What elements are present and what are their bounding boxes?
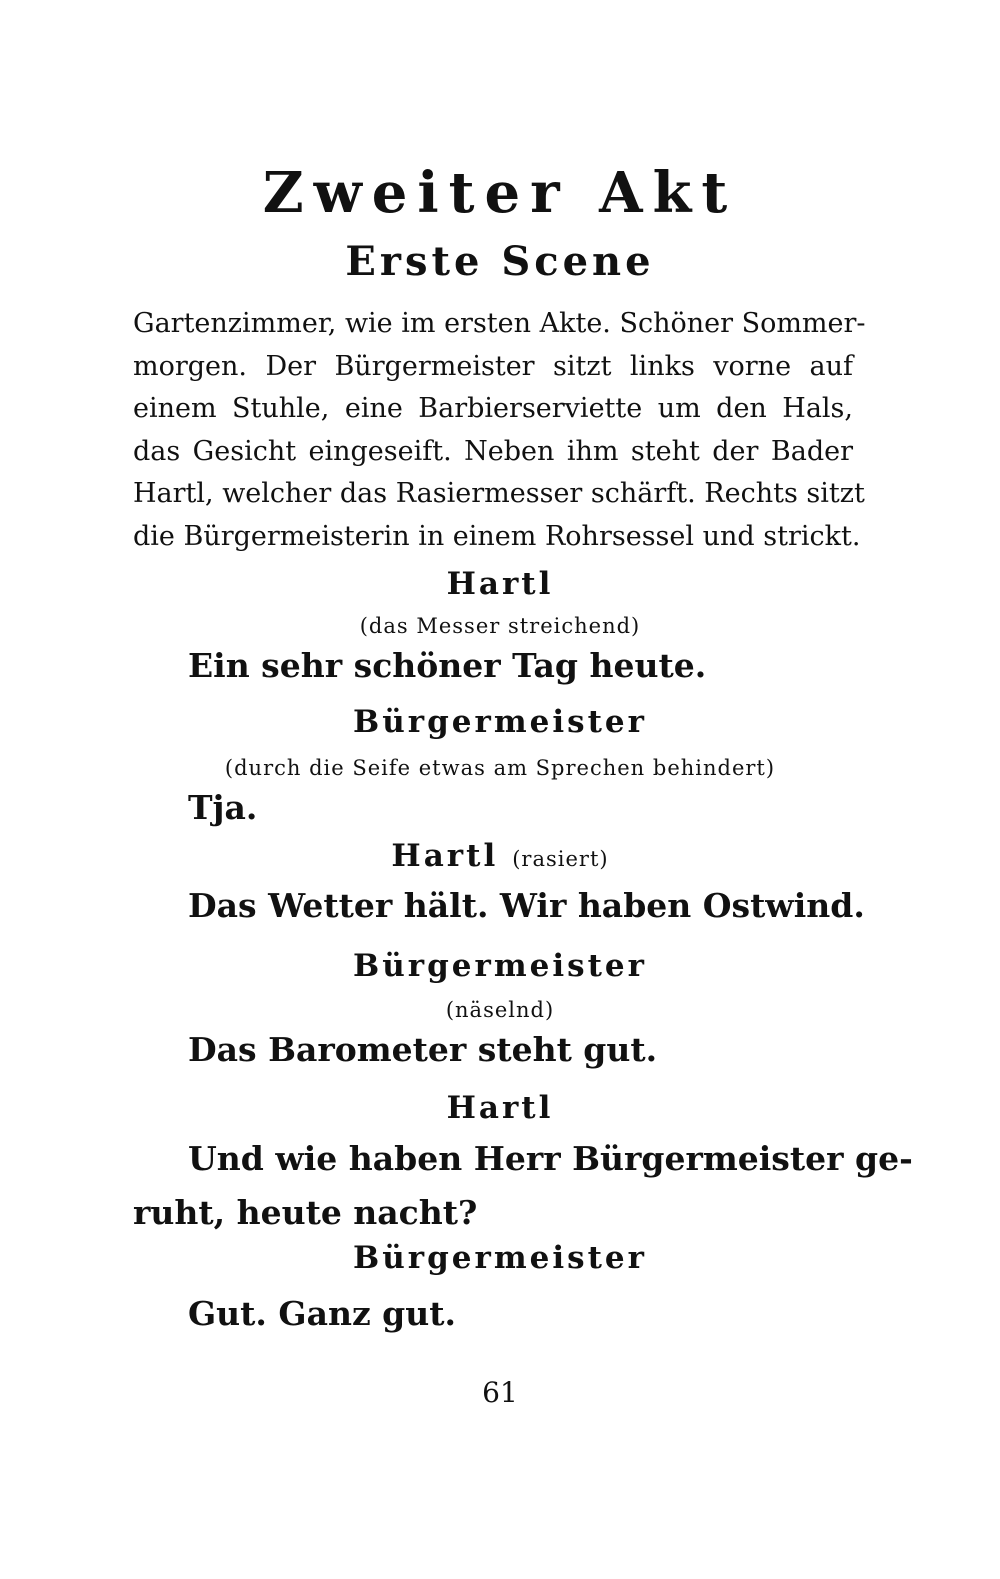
stage-direction-inline: (durch die Seife etwas am Sprechen behindert)	[224, 756, 776, 780]
speech-line: Ein sehr schöner Tag heute.	[188, 646, 707, 685]
speech-line: Tja.	[188, 788, 258, 827]
speaker-name: Hartl	[446, 566, 554, 602]
stage-direction-line: die Bürgermeisterin in einem Rohrsessel und strickt.	[133, 520, 861, 552]
speech-line: Und wie haben Herr Bürgermeister ge-	[188, 1139, 913, 1178]
stage-direction-inline: (näselnd)	[445, 998, 555, 1022]
act-title: Zweiter Akt	[262, 160, 738, 226]
speech-line: Gut. Ganz gut.	[188, 1294, 456, 1333]
speaker-name: Bürgermeister	[353, 1240, 647, 1276]
speaker-name: Hartl	[391, 838, 499, 874]
speech-line: Das Barometer steht gut.	[188, 1030, 658, 1069]
page-number: 61	[482, 1376, 518, 1409]
speaker-name: Hartl	[446, 1090, 554, 1126]
speaker-heading	[0, 838, 1000, 874]
scene-title: Erste Scene	[345, 238, 655, 285]
stage-direction-inline: (das Messer streichend)	[359, 614, 641, 638]
speech-line: ruht, heute nacht?	[133, 1193, 478, 1232]
stage-direction-line: das Gesicht eingeseift. Neben ihm steht der Bader	[133, 435, 853, 467]
stage-direction	[133, 303, 866, 558]
speaker-name: Bürgermeister	[353, 948, 647, 984]
stage-direction-line: einem Stuhle, eine Barbierserviette um den Hals,	[133, 393, 853, 424]
speech-paragraph	[133, 1132, 913, 1240]
speaker-name: Bürgermeister	[353, 704, 647, 740]
speech-line: Das Wetter hält. Wir haben Ostwind.	[188, 886, 865, 925]
stage-direction-inline: (rasiert)	[512, 847, 609, 871]
stage-direction-line: Hartl, welcher das Rasiermesser schärft. Rechts sitzt	[133, 478, 865, 509]
stage-direction-line: morgen. Der Bürgermeister sitzt links vorne auf	[133, 350, 853, 382]
stage-direction-line: Gartenzimmer, wie im ersten Akte. Schöner Sommer-	[133, 308, 866, 339]
